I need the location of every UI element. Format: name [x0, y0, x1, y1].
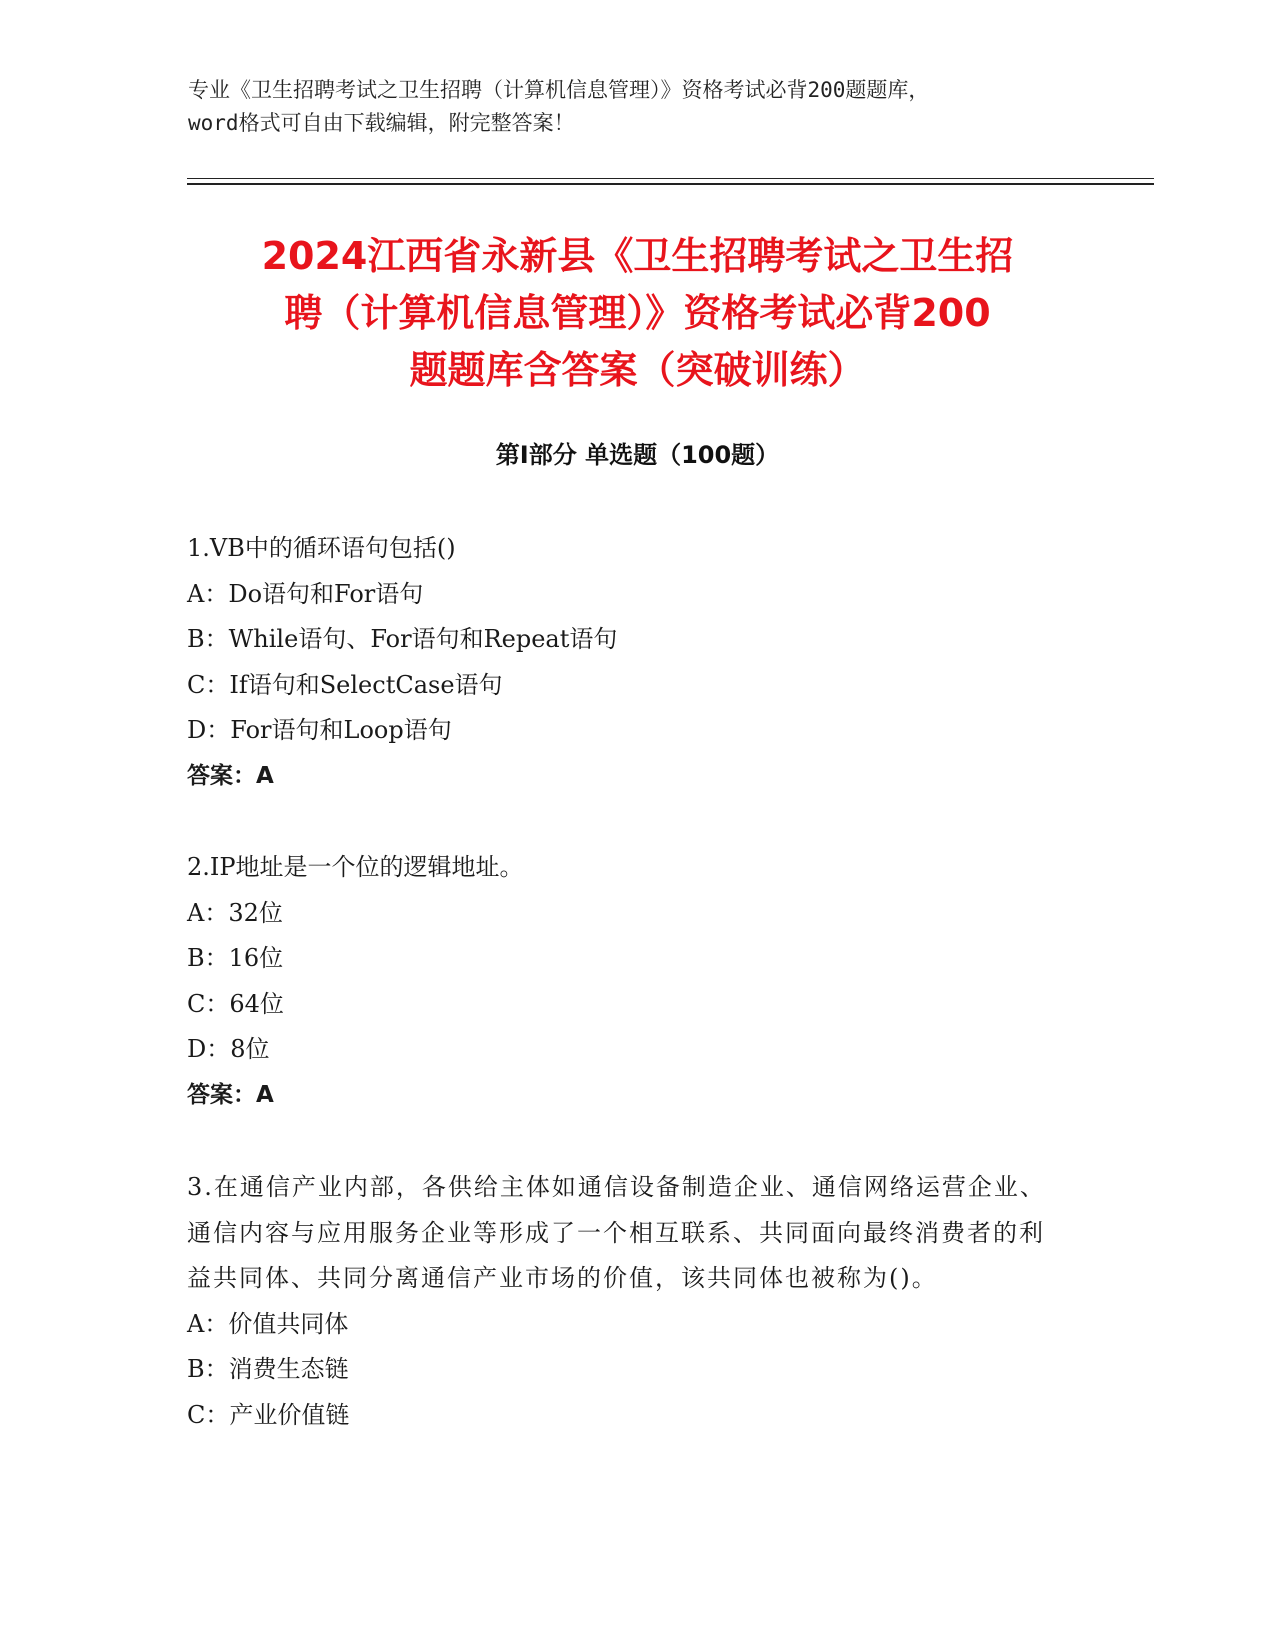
answer-label: 答案：A: [187, 1081, 274, 1108]
answer-label: 答案：A: [187, 762, 274, 789]
option-c: C：If语句和SelectCase语句: [187, 670, 503, 699]
option-a: A：32位: [187, 898, 283, 927]
document-header-note: [188, 74, 1088, 140]
document-title: [160, 228, 1115, 399]
header-note-line-2: word格式可自由下载编辑，附完整答案！: [188, 111, 575, 135]
option-d: D：For语句和Loop语句: [187, 716, 452, 744]
question-stem: 2.IP地址是一个位的逻辑地址。: [187, 853, 524, 881]
section-title: 第Ⅰ部分 单选题（100题）: [495, 441, 780, 469]
option-b: B：16位: [187, 944, 284, 972]
option-a: A：Do语句和For语句: [187, 579, 424, 608]
header-divider-thin: [187, 178, 1154, 179]
header-divider-thick: [187, 183, 1154, 185]
question-stem: 3.在通信产业内部，各供给主体如通信设备制造企业、通信网络运营企业、通信内容与应用服务企业等形成了一个相互联系、共同面向最终消费者的利益共同体、共同分离通信产业市场的价值，该共同体也被称为()。: [187, 1173, 1046, 1292]
question-1: [187, 526, 1067, 799]
title-line-1: 2024江西省永新县《卫生招聘考试之卫生招: [261, 234, 1014, 278]
option-b: B：While语句、For语句和Repeat语句: [187, 625, 618, 653]
question-3: [187, 1165, 1067, 1438]
option-c: C：64位: [187, 989, 284, 1018]
question-stem: 1.VB中的循环语句包括(): [187, 534, 456, 562]
header-note-line-1: 专业《卫生招聘考试之卫生招聘（计算机信息管理）》资格考试必背200题题库，: [188, 78, 930, 102]
option-b: B：消费生态链: [187, 1355, 349, 1383]
title-line-2: 聘（计算机信息管理）》资格考试必背200: [284, 291, 991, 335]
question-2: [187, 845, 1067, 1118]
option-c: C：产业价值链: [187, 1400, 350, 1429]
option-a: A：价值共同体: [187, 1309, 349, 1338]
option-d: D：8位: [187, 1035, 270, 1063]
title-line-3: 题题库含答案（突破训练）: [409, 348, 866, 392]
